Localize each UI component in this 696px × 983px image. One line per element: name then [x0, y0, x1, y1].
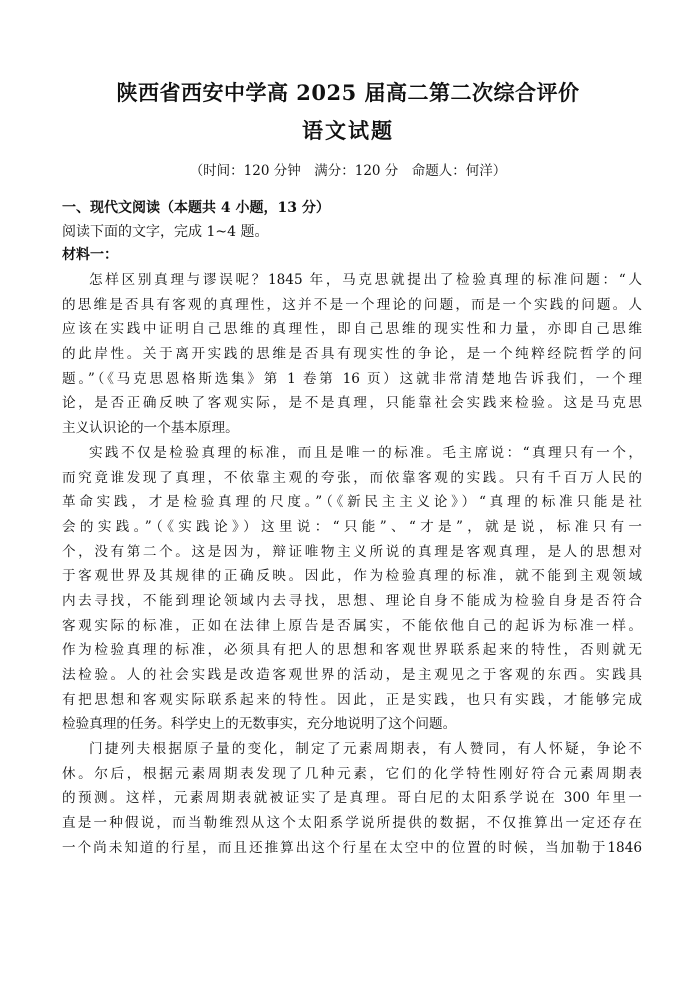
passage-line: 门捷列夫根据原子量的变化，制定了元素周期表，有人赞同，有人怀疑，争论不 [89, 741, 642, 758]
passage-line: 主义认识论的一个基本原理。 [62, 420, 239, 437]
section-heading: 一、现代文阅读（本题共 4 小题，13 分） [62, 200, 330, 216]
passage-line: 实践不仅是检验真理的标准，而且是唯一的标准。毛主席说：“真理只有一个， [89, 444, 642, 461]
exam-subject: 语文试题 [302, 118, 394, 143]
section-instruction: 阅读下面的文字，完成 1~4 题。 [62, 224, 269, 240]
passage-line: 个，没有第二个。这是因为，辩证唯物主义所说的真理是客观真理，是人的思想对 [62, 543, 642, 560]
passage-line: 怎样区别真理与谬误呢？1845 年，马克思就提出了检验真理的标准问题：“人 [89, 272, 642, 288]
passage-text [62, 268, 642, 861]
passage-line: 休。尔后，根据元素周期表发现了几种元素，它们的化学特性刚好符合元素周期表 [62, 765, 642, 782]
passage-line: 的思维是否具有客观的真理性，这并不是一个理论的问题，而是一个实践的问题。人 [62, 296, 642, 313]
passage-line: 法检验。人的社会实践是改造客观世界的活动，是主观见之于客观的东西。实践具 [62, 667, 642, 683]
passage-line: 会的实践。”（《实践论》）这里说：“只能”、“才是”，就是说，标准只有一 [62, 518, 642, 535]
passage-line: 直是一种假说，而当勒维烈从这个太阳系学说所提供的数据，不仅推算出一定还存在 [62, 815, 642, 832]
passage-line: 而究竟谁发现了真理，不依靠主观的夸张，而依靠客观的实践。只有千百万人民的 [62, 469, 642, 486]
exam-title: 陕西省西安中学高 2025 届高二第二次综合评价 [116, 80, 580, 105]
exam-meta: （时间：120 分钟 满分：120 分 命题人：何洋） [189, 163, 507, 179]
passage-line: 一个尚未知道的行星，而且还推算出这个行星在太空中的位置的时候，当加勒于1846 [62, 839, 642, 856]
passage-line: 应该在实践中证明自己思维的真理性，即自己思维的现实性和力量，亦即自己思维 [62, 321, 642, 338]
passage-line: 的预测。这样，元素周期表就被证实了是真理。哥白尼的太阳系学说在 300 年里一 [62, 790, 642, 807]
passage-line: 检验真理的任务。科学史上的无数事实，充分地说明了这个问题。 [62, 716, 457, 733]
passage-line: 的此岸性。关于离开实践的思维是否具有现实性的争论，是一个纯粹经院哲学的问 [62, 346, 642, 363]
passage-line: 于客观世界及其规律的正确反映。因此，作为检验真理的标准，就不能到主观领域 [62, 568, 642, 585]
passage-line: 客观实际的标准，正如在法律上原告是否属实，不能依他自己的起诉为标准一样。 [62, 617, 642, 634]
material-label: 材料一： [62, 247, 118, 263]
passage-line: 革命实践，才是检验真理的尺度。”（《新民主主义论》）“真理的标准只能是社 [62, 494, 642, 511]
passage-line: 内去寻找，不能到理论领域内去寻找，思想、理论自身不能成为检验自身是否符合 [62, 592, 642, 609]
passage-line: 作为检验真理的标准，必须具有把人的思想和客观世界联系起来的特性，否则就无 [62, 642, 642, 659]
passage-line: 题。”（《马克思恩格斯选集》第 1 卷第 16 页）这就非常清楚地告诉我们，一个理 [62, 370, 642, 387]
passage-line: 有把思想和客观实际联系起来的特性。因此，正是实践，也只有实践，才能够完成 [62, 691, 642, 708]
passage-line: 论，是否正确反映了客观实际，是不是真理，只能靠社会实践来检验。这是马克思 [62, 395, 642, 412]
